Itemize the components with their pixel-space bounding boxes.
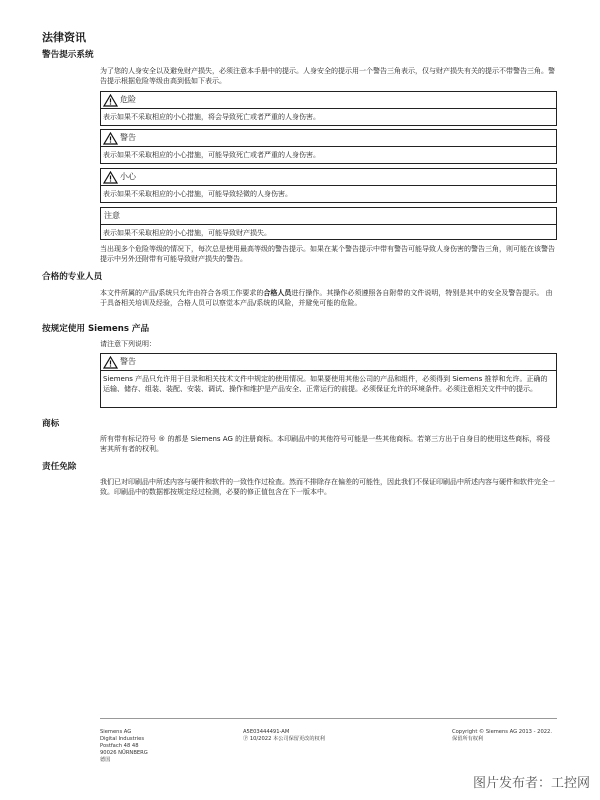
danger-box-text: 表示如果不采取相应的小心措施，将会导致死亡或者严重的人身伤害。: [103, 113, 320, 121]
danger-box: [100, 91, 557, 126]
footer-copyright: [452, 729, 552, 743]
footer-copyright-line: 保留所有权利: [452, 736, 484, 742]
qualified-text-bold: 合格人员: [263, 289, 292, 297]
qualified-personnel-heading: 合格的专业人员: [42, 272, 103, 282]
warning-triangle-icon: [103, 356, 118, 369]
proper-use-note: 请注意下列说明：: [100, 340, 156, 348]
proper-use-box-header: [101, 354, 556, 371]
warning-box-text: 表示如果不采取相应的小心措施，可能导致死亡或者严重的人身伤害。: [103, 151, 320, 159]
notice-box-text: 表示如果不采取相应的小心措施，可能导致财产损失。: [103, 229, 271, 237]
notice-box-header: [101, 208, 556, 225]
footer-doc-number: A5E03444491-AM: [243, 729, 290, 735]
trademarks-text: 所有带有标记符号 ® 的都是 Siemens AG 的注册商标。本印刷品中的其他符号可能是一些其他商标。若第三方出于自身目的使用这些商标，将侵害其所有者的权利。: [100, 435, 551, 453]
warning-box: [100, 129, 557, 164]
warning-box-title: 警告: [120, 133, 136, 142]
proper-use-box-text: Siemens 产品只允许用于目录和相关技术文件中规定的使用情况。如果要使用其他公司的产品和组件，必须得到 Siemens 推荐和允许。正确的运输、储存、组装、装配、安装、调试、操作和维护是产品安全、正常运行的前提。必须保证允许的环境条件。必须注意相关文件中的提示。: [103, 375, 548, 393]
qualified-text-pre: 本文件所属的产品/系统只允许由符合各项工作要求的: [100, 289, 264, 297]
disclaimer-heading: 责任免除: [42, 462, 77, 472]
notice-box-title: 注意: [104, 211, 120, 220]
footer-address: [100, 729, 148, 764]
danger-box-header: [101, 92, 556, 109]
proper-use-box-title: 警告: [120, 357, 136, 366]
warning-triangle-icon: [103, 132, 118, 145]
footer-copyright-line: Copyright © Siemens AG 2013 - 2022.: [452, 729, 552, 735]
warning-triangle-icon: [103, 94, 118, 107]
qualified-text-post: 进行操作。其操作必须遵照各自附带的文件说明，特别是其中的安全及警告提示。 由于具备相关培训及经验，合格人员可以察觉本产品/系统的风险，并避免可能的危险。: [100, 289, 553, 307]
page-title: 法律资讯: [42, 31, 86, 44]
qualified-personnel-text: [100, 288, 557, 308]
warning-box-header: [101, 130, 556, 147]
footer-address-line: Digital Industries: [100, 736, 145, 742]
warning-system-outro: 当出现多个危险等级的情况下，每次总是使用最高等级的警告提示。如果在某个警告提示中带有警告可能导致人身伤害的警告三角，则可能在该警告提示中另外还附带有可能导致财产损失的警告。: [100, 245, 555, 263]
footer-address-line: Siemens AG: [100, 729, 132, 735]
footer-address-line: 90026 NÜRNBERG: [100, 750, 148, 756]
warning-triangle-icon: [103, 171, 118, 184]
footer-doc-date: Ⓟ 10/2022 本公司保留更改的权利: [243, 736, 325, 742]
caution-box: [100, 168, 557, 203]
footer-address-line: 德国: [100, 757, 111, 763]
danger-box-title: 危险: [120, 95, 136, 104]
caution-box-header: [101, 169, 556, 186]
footer-divider: [100, 718, 557, 719]
proper-use-heading: 按规定使用 Siemens 产品: [42, 324, 150, 334]
disclaimer-text: 我们已对印刷品中所述内容与硬件和软件的一致性作过检查。然而不排除存在偏差的可能性，因此我们不保证印刷品中所述内容与硬件和软件完全一致。印刷品中的数据都按规定经过检测，必要的修正值包含在下一版本中。: [100, 478, 555, 496]
trademarks-heading: 商标: [42, 419, 60, 429]
footer-address-line: Postfach 48 48: [100, 743, 139, 749]
warning-system-heading: 警告提示系统: [42, 50, 94, 60]
caution-box-title: 小心: [120, 172, 136, 181]
notice-box: [100, 207, 557, 240]
warning-system-intro: 为了您的人身安全以及避免财产损失，必须注意本手册中的提示。人身安全的提示用一个警告三角表示，仅与财产损失有关的提示不带警告三角。警告提示根据危险等级由高到低如下表示。: [100, 67, 555, 85]
caution-box-text: 表示如果不采取相应的小心措施，可能导致轻微的人身伤害。: [103, 190, 292, 198]
watermark-text: 图片发布者：工控网: [472, 776, 590, 791]
footer-document-info: [243, 729, 325, 743]
proper-use-warning-box: [100, 353, 557, 408]
